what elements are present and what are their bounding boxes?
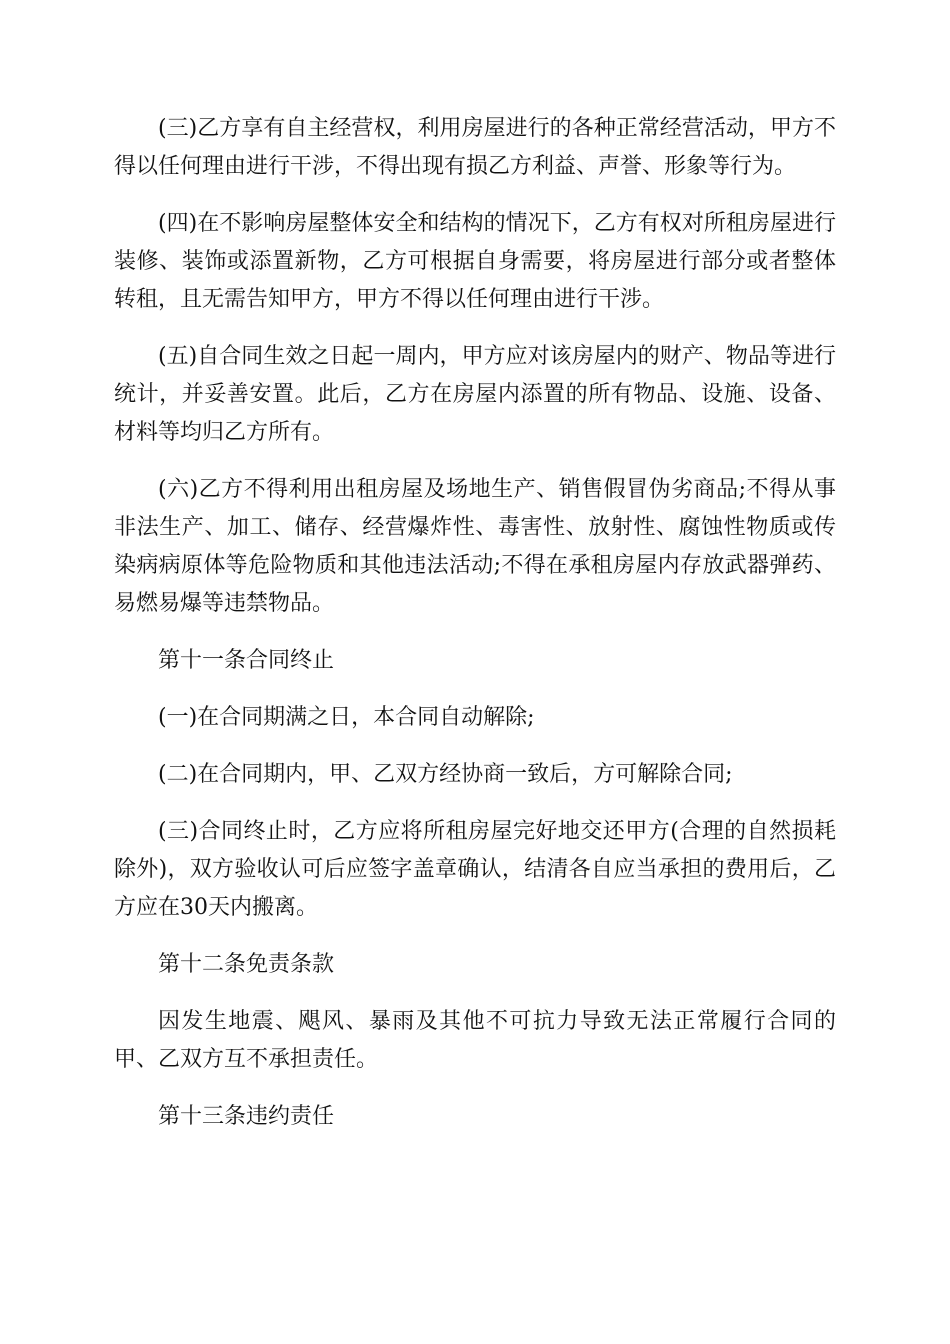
clause-6-prohibited-use: (六)乙方不得利用出租房屋及场地生产、销售假冒伪劣商品;不得从事非法生产、加工、储存、经营爆炸性、毒害性、放射性、腐蚀性物质或传染病病原体等危险物质和其他违法活动;不得在承租房屋内存放武器弹药、易燃易爆等违禁物品。 (114, 477, 836, 616)
article-11-item-2: (二)在合同期内，甲、乙双方经协商一致后，方可解除合同; (158, 762, 733, 787)
clause-4-renovation-sublease: (四)在不影响房屋整体安全和结构的情况下，乙方有权对所租房屋进行装修、装饰或添置新物，乙方可根据自身需要，将房屋进行部分或者整体转租，且无需告知甲方，甲方不得以任何理由进行干涉。 (114, 211, 836, 312)
clause-5-property-inventory: (五)自合同生效之日起一周内，甲方应对该房屋内的财产、物品等进行统计，并妥善安置。此后，乙方在房屋内添置的所有物品、设施、设备、材料等均归乙方所有。 (114, 344, 836, 445)
clause-3-operating-rights: (三)乙方享有自主经营权，利用房屋进行的各种正常经营活动，甲方不得以任何理由进行干涉，不得出现有损乙方利益、声誉、形象等行为。 (114, 116, 836, 179)
article-11-heading: 第十一条合同终止 (158, 648, 335, 673)
article-13-heading: 第十三条违约责任 (158, 1104, 335, 1129)
article-11-item-3: (三)合同终止时，乙方应将所租房屋完好地交还甲方(合理的自然损耗除外)，双方验收认可后应签字盖章确认，结清各自应当承担的费用后，乙方应在30天内搬离。 (114, 819, 836, 920)
article-12-body: 因发生地震、飓风、暴雨及其他不可抗力导致无法正常履行合同的甲、乙双方互不承担责任。 (114, 1009, 836, 1072)
article-12-heading: 第十二条免责条款 (158, 952, 335, 977)
document-page (114, 110, 836, 1155)
article-11-item-1: (一)在合同期满之日，本合同自动解除; (158, 705, 535, 730)
